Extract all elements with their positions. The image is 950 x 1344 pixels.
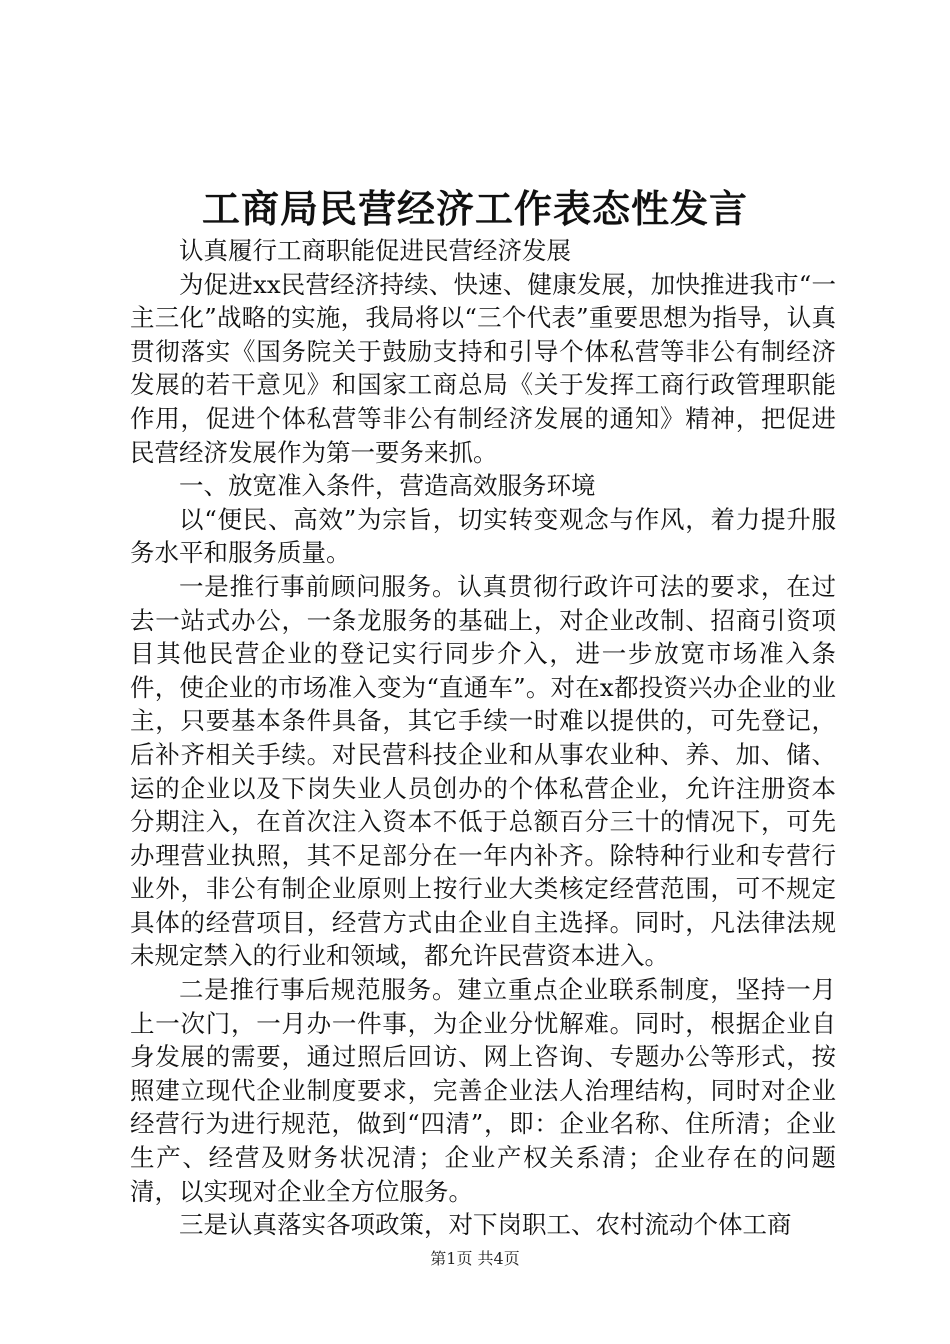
document-title: 工商局民营经济工作表态性发言 — [201, 186, 748, 231]
body-paragraph: 一是推行事前顾问服务。认真贯彻行政许可法的要求，在过去一站式办公，一条龙服务的基础上，对企业改制、招商引资项目其他民营企业的登记实行同步介入，进一步放宽市场准入条件，使企业的市场准入变为“直通车”。对在x都投资兴办企业的业主，只要基本条件具备，其它手续一时难以提供的，可先登记，后补齐相关手续。对民营科技企业和从事农业种、养、加、储、运的企业以及下岗失业人员创办的个体私营企业，允许注册资本分期注入，在首次注入资本不低于总额百分三十的情况下，可先办理营业执照，其不足部分在一年内补齐。除特种行业和专营行业外，非公有制企业原则上按行业大类核定经营范围，可不规定具体的经营项目，经营方式由企业自主选择。同时，凡法律法规未规定禁入的行业和领域，都允许民营资本进入。 — [130, 571, 836, 971]
document-body — [130, 234, 836, 1242]
body-paragraph: 以“便民、高效”为宗旨，切实转变观念与作风，着力提升服务水平和服务质量。 — [130, 504, 836, 568]
intro-paragraph: 为促进xx民营经济持续、快速、健康发展，加快推进我市“一主三化”战略的实施，我局将以“三个代表”重要思想为指导，认真贯彻落实《国务院关于鼓励支持和引导个体私营等非公有制经济发展的若干意见》和国家工商总局《关于发挥工商行政管理职能作用，促进个体私营等非公有制经济发展的通知》精神，把促进民营经济发展作为第一要务来抓。 — [130, 269, 836, 467]
section-heading: 一、放宽准入条件，营造高效服务环境 — [179, 471, 596, 501]
body-paragraph: 二是推行事后规范服务。建立重点企业联系制度，坚持一月上一次门，一月办一件事，为企业分忧解难。同时，根据企业自身发展的需要，通过照后回访、网上咨询、专题办公等形式，按照建立现代企业制度要求，完善企业法人治理结构，同时对企业经营行为进行规范，做到“四清”，即：企业名称、住所清；企业生产、经营及财务状况清；企业产权关系清；企业存在的问题清，以实现对企业全方位服务。 — [130, 975, 836, 1206]
subtitle-paragraph: 认真履行工商职能促进民营经济发展 — [179, 236, 571, 265]
body-paragraph: 三是认真落实各项政策，对下岗职工、农村流动个体工商 — [179, 1210, 792, 1240]
page-number-footer: 第1页 共4页 — [430, 1249, 520, 1268]
